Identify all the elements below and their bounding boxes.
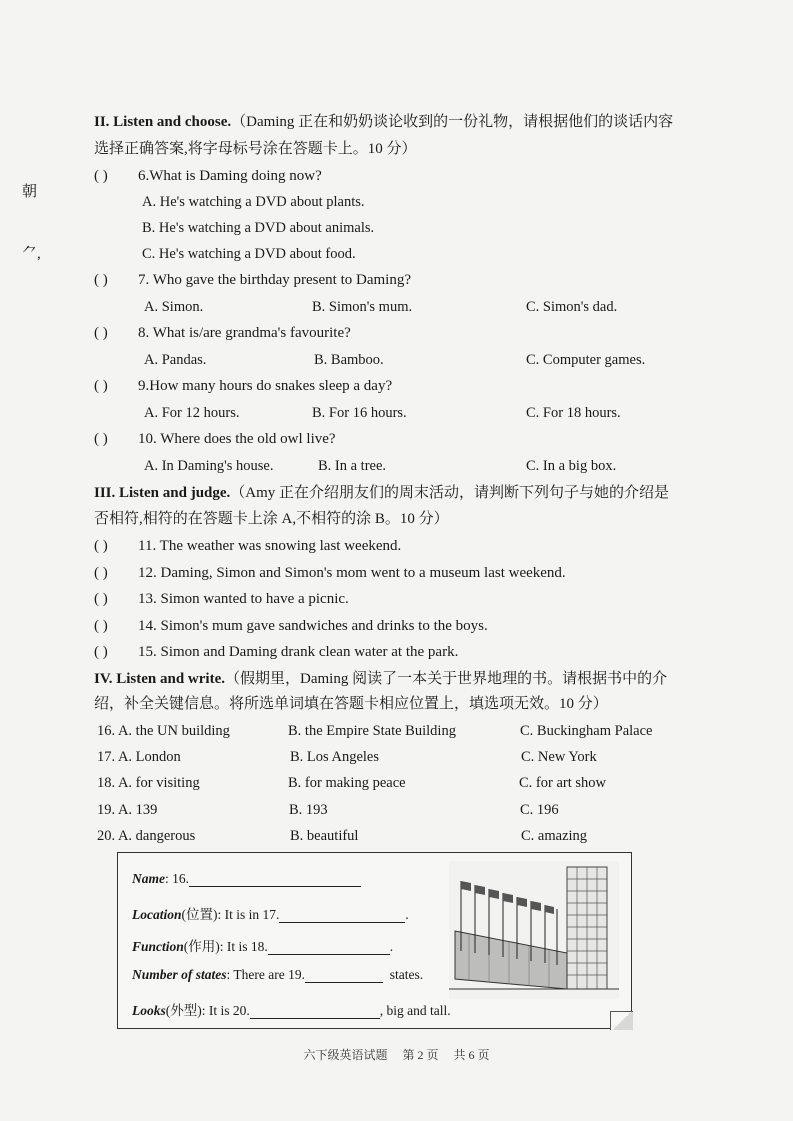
card-looks-end: , big and tall. [379,1003,451,1018]
section-2-instruction: （Daming 正在和奶奶谈论收到的一份礼物，请根据他们的谈话内容 [231,114,674,130]
answer-paren[interactable]: ( ) [94,538,108,554]
option-a: A. He's watching a DVD about plants. [142,194,365,210]
choice-17-b: B. Los Angeles [290,749,380,765]
choice-16-c: C. Buckingham Palace [520,723,653,739]
footer-total: 共 6 页 [453,1048,490,1062]
option-c: C. For 18 hours. [526,405,621,421]
card-function-row [132,935,393,955]
section-4-heading: IV. Listen and write. [94,671,225,687]
option-c: C. Computer games. [526,352,646,368]
section-4-instruction: （假期里，Daming 阅读了一本关于世界地理的书。请根据书中的介 [225,671,668,687]
choice-17-a: 17. A. London [97,749,181,765]
judge-item-14 [94,616,488,636]
question-9 [94,376,392,396]
option-c: C. Simon's dad. [526,299,618,315]
option-c: C. In a big box. [526,458,617,474]
question-text: 6.What is Daming doing now? [138,168,322,184]
question-text: 7. Who gave the birthday present to Daming? [138,272,411,288]
card-name-row [132,871,361,887]
footer-title: 六下级英语试题 [303,1048,388,1062]
card-location-label: Location [132,907,182,922]
section-3-instruction: （Amy 正在介绍朋友们的周末活动，请判断下列句子与她的介绍是 [230,485,670,501]
card-looks-label: Looks [132,1003,166,1018]
answer-paren[interactable]: ( ) [94,644,108,660]
card-looks-row [132,999,451,1019]
judge-text: 15. Simon and Daming drank clean water at the park. [138,644,459,660]
answer-blank-19[interactable] [305,968,383,983]
choice-18-b: B. for making peace [288,775,406,791]
option-a: A. For 12 hours. [144,405,240,421]
answer-paren[interactable]: ( ) [94,272,108,288]
choice-20-a: 20. A. dangerous [97,828,196,844]
card-name-text: : 16. [165,871,190,886]
card-states-label: Number of states [132,967,227,982]
judge-item-11 [94,536,401,556]
section-4-heading-line [94,669,667,689]
answer-paren[interactable]: ( ) [94,378,108,394]
section-3-heading-line [94,483,669,503]
answer-paren[interactable]: ( ) [94,431,108,447]
judge-text: 13. Simon wanted to have a picnic. [138,591,349,607]
section-2-instruction-cont: 选择正确答案,将字母标号涂在答题卡上。10 分） [94,141,417,157]
question-6 [94,166,322,186]
choice-17-c: C. New York [521,749,597,765]
choice-20-c: C. amazing [521,828,588,844]
answer-paren[interactable]: ( ) [94,565,108,581]
un-building-illustration [449,861,619,999]
option-a: A. In Daming's house. [144,458,274,474]
option-b: B. Bamboo. [314,352,384,368]
section-2-heading: II. Listen and choose. [94,114,232,130]
option-a: A. Pandas. [144,352,207,368]
judge-text: 12. Daming, Simon and Simon's mom went to a museum last weekend. [138,565,566,581]
option-b: B. Simon's mum. [312,299,413,315]
answer-paren[interactable]: ( ) [94,168,108,184]
question-10 [94,429,336,449]
question-text: 8. What is/are grandma's favourite? [138,325,351,341]
card-location-text: (位置): It is in 17. [181,907,280,922]
judge-text: 11. The weather was snowing last weekend. [138,538,402,554]
judge-item-12 [94,563,566,583]
choice-19-b: B. 193 [289,802,328,818]
section-3-instruction-cont: 否相符,相符的在答题卡上涂 A,不相符的涂 B。10 分） [94,511,449,527]
card-states-end: states. [389,967,424,982]
card-looks-text: (外型): It is 20. [165,1003,250,1018]
info-card [117,852,632,1029]
side-margin-mark: 朝 [22,184,38,200]
card-states-text: : There are 19. [226,967,305,982]
option-a: A. Simon. [144,299,204,315]
footer-page: 第 2 页 [402,1048,439,1062]
card-function-text: (作用): It is 18. [183,939,268,954]
choice-18-a: 18. A. for visiting [97,775,200,791]
option-b: B. For 16 hours. [312,405,407,421]
question-8 [94,323,351,343]
card-function-label: Function [132,939,184,954]
question-7 [94,270,411,290]
judge-text: 14. Simon's mum gave sandwiches and drinks to the boys. [138,618,488,634]
question-text: 9.How many hours do snakes sleep a day? [138,378,393,394]
section-2-heading-line [94,112,673,132]
answer-blank-20[interactable] [250,1004,380,1019]
answer-blank-18[interactable] [268,940,390,955]
card-location-row [132,903,409,923]
page-curl-decoration [610,1011,633,1030]
choice-20-b: B. beautiful [290,828,359,844]
card-location-end: . [405,907,409,922]
answer-paren[interactable]: ( ) [94,591,108,607]
answer-paren[interactable]: ( ) [94,325,108,341]
answer-blank-17[interactable] [279,908,405,923]
choice-19-c: C. 196 [520,802,559,818]
judge-item-15 [94,642,458,662]
option-b: B. In a tree. [318,458,387,474]
choice-19-a: 19. A. 139 [97,802,158,818]
choice-16-a: 16. A. the UN building [97,723,230,739]
judge-item-13 [94,589,349,609]
choice-16-b: B. the Empire State Building [288,723,456,739]
option-b: B. He's watching a DVD about animals. [142,220,375,236]
side-margin-mark: ⺈, [22,246,41,262]
answer-blank-16[interactable] [189,872,361,887]
page-footer [0,1046,793,1063]
section-4-instruction-cont: 绍，补全关键信息。将所选单词填在答题卡相应位置上，填选项无效。10 分） [94,696,608,712]
option-c: C. He's watching a DVD about food. [142,246,356,262]
card-name-label: Name [132,871,165,886]
card-function-end: . [389,939,394,954]
choice-18-c: C. for art show [519,775,606,791]
question-text: 10. Where does the old owl live? [138,431,336,447]
section-3-heading: III. Listen and judge. [94,485,231,501]
card-states-row [132,967,423,983]
answer-paren[interactable]: ( ) [94,618,108,634]
